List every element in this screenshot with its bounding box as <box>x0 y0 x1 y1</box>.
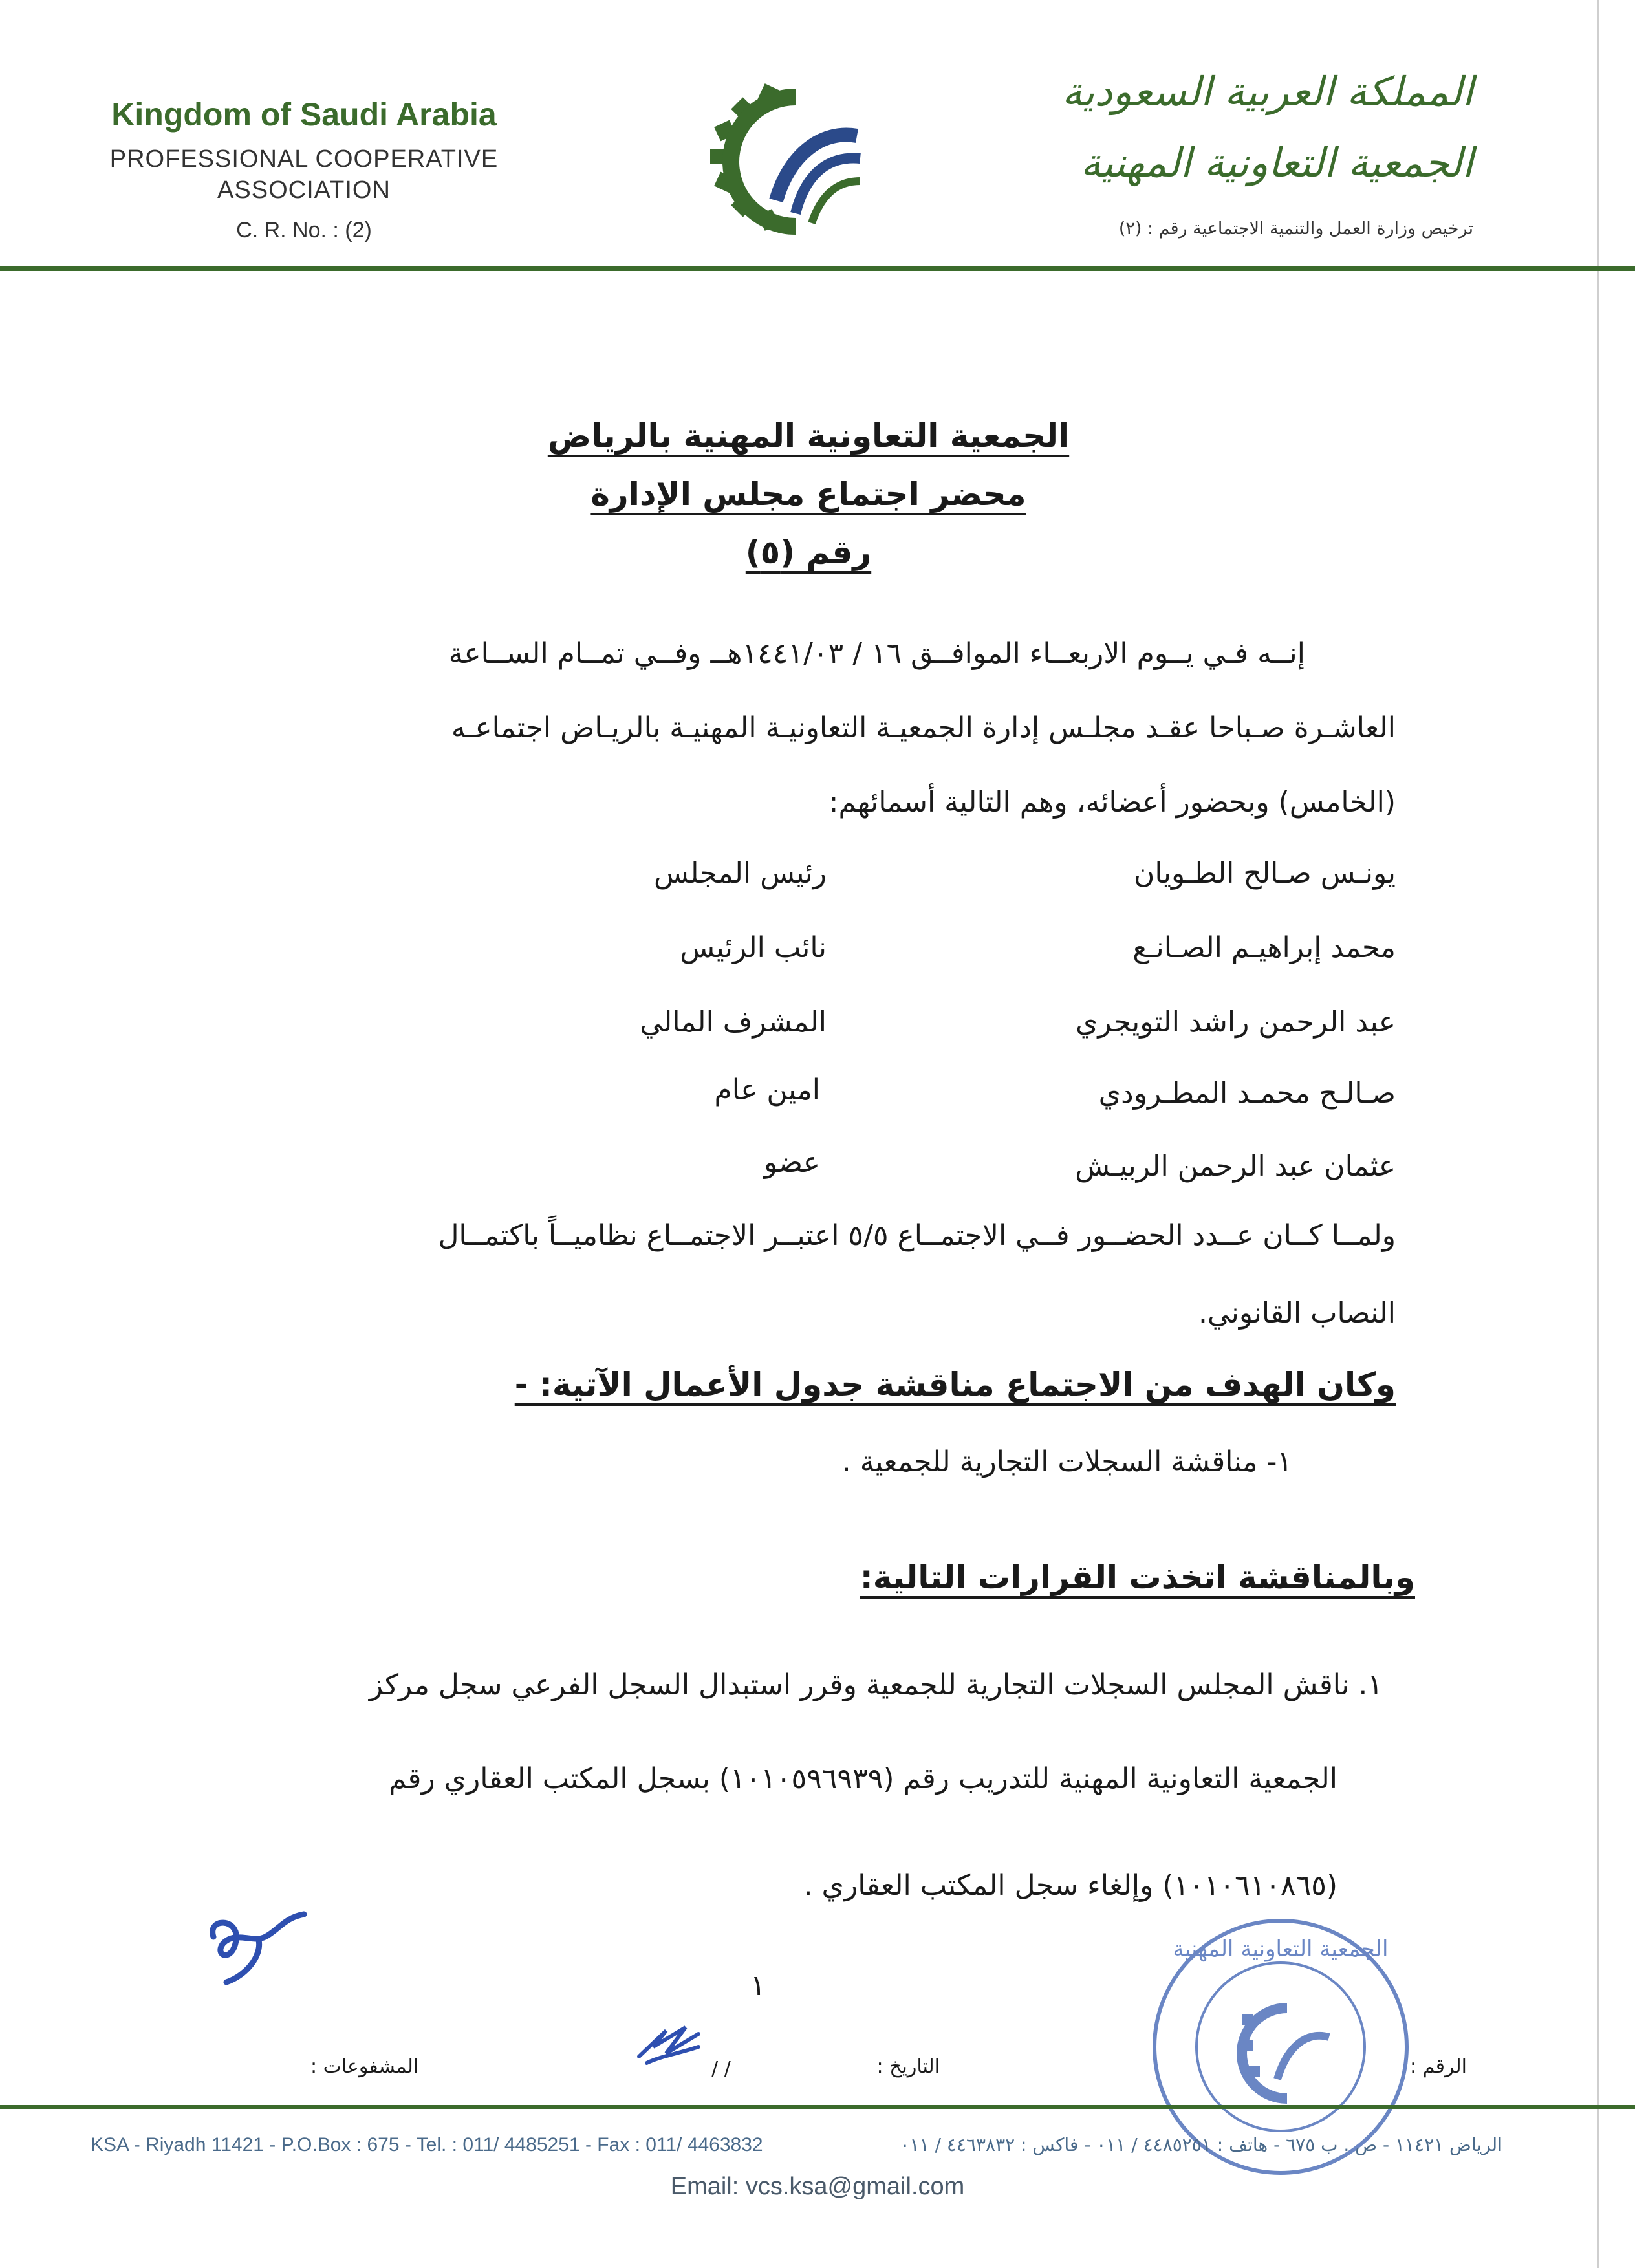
signature-left-mark <box>200 1892 317 1989</box>
header-rule <box>0 266 1635 271</box>
letterhead-ar-title1: المملكة العربية السعودية <box>1061 68 1473 115</box>
footer-address-en: KSA - Riyadh 11421 - P.O.Box : 675 - Tel. : 011/ 4485251 - Fax : 011/ 4463832 <box>91 2134 763 2155</box>
letterhead-en-line2: ASSOCIATION <box>217 177 391 204</box>
footer-email: Email: vcs.ksa@gmail.com <box>670 2173 965 2200</box>
quorum-line-1: ولمــا كــان عــدد الحضــور فــي الاجتمــاع ٥/٥ اعتبــر الاجتمــاع نظاميــاً باكتمــال <box>438 1219 1396 1252</box>
footer-address-ar: الرياض ١١٤٢١ - ص . ب ٦٧٥ - هاتف : ٤٤٨٥٢٥١ / ٠١١ - فاكس : ٤٤٦٣٨٣٢ / ٠١١ <box>900 2134 1502 2155</box>
intro-line-1: إنــه فـي يــوم الاربعــاء الموافــق ١٦ / ١٤٤١/٠٣هــ وفــي تمــام الســاعة <box>448 637 1305 670</box>
member-name-2: محمد إبراهيـم الصـانـع <box>1132 931 1396 964</box>
decision-1-line-1: ١. ناقش المجلس السجلات التجارية للجمعية وقرر استبدال السجل الفرعي سجل مركز <box>369 1669 1383 1701</box>
letterhead-en-line1: PROFESSIONAL COOPERATIVE <box>109 146 499 173</box>
ref-number-label: الرقم : <box>1410 2055 1467 2078</box>
decision-1-line-3: (١٠١٠٦١٠٨٦٥) وإلغاء سجل المكتب العقاري . <box>803 1869 1337 1902</box>
letterhead-cr-number: C. R. No. : (2) <box>236 218 372 243</box>
letterhead-ar-title2: الجمعية التعاونية المهنية <box>1080 139 1473 186</box>
date-slashes: / / <box>711 2058 731 2080</box>
intro-line-2: العاشـرة صـباحا عقـد مجلـس إدارة الجمعيـة التعاونيـة المهنيـة بالريـاض اجتماعـه <box>451 711 1396 744</box>
doc-title-1: الجمعية التعاونية المهنية بالرياض <box>547 417 1070 455</box>
letterhead-license: ترخيص وزارة العمل والتنمية الاجتماعية رقم : (٢) <box>1118 219 1473 239</box>
doc-title-2: محضر اجتماع مجلس الإدارة <box>590 475 1026 513</box>
member-name-3: عبد الرحمن راشد التويجري <box>1075 1006 1396 1039</box>
stamp-text: الجمعية التعاونية المهنية <box>1173 1936 1389 1962</box>
member-role-4: امين عام <box>714 1074 820 1107</box>
quorum-line-2: النصاب القانوني. <box>1198 1297 1396 1330</box>
intro-line-3: (الخامس) وبحضور أعضائه، وهم التالية أسمائهم: <box>828 786 1396 819</box>
decision-1-line-2: الجمعية التعاونية المهنية للتدريب رقم (١٠١٠٥٩٦٩٣٩) بسجل المكتب العقاري رقم <box>389 1762 1337 1795</box>
member-name-5: عثمان عبد الرحمن الربيـش <box>1075 1150 1396 1183</box>
member-role-2: نائب الرئيس <box>680 931 827 964</box>
page-number: ١ <box>750 1969 766 2002</box>
agenda-heading: وكان الهدف من الاجتماع مناقشة جدول الأعمال الآتية: - <box>514 1366 1396 1403</box>
member-role-1: رئيس المجلس <box>654 857 827 890</box>
page-edge <box>1597 0 1599 2268</box>
signature-initials-mark <box>634 2018 705 2069</box>
footer-rule <box>0 2105 1635 2109</box>
attachments-label: المشفوعات : <box>310 2055 419 2078</box>
member-name-1: يونـس صـالح الطـويان <box>1134 857 1396 890</box>
cooperative-gear-arc-logo-icon <box>698 78 867 246</box>
date-label: التاريخ : <box>876 2055 940 2078</box>
decisions-heading: وبالمناقشة اتخذت القرارات التالية: <box>860 1559 1415 1596</box>
member-name-4: صـالـح محمـد المطـرودي <box>1098 1077 1396 1110</box>
doc-title-3: رقم (٥) <box>745 534 872 571</box>
member-role-3: المشرف المالي <box>640 1006 827 1039</box>
member-role-5: عضو <box>763 1146 820 1179</box>
letterhead-en-title: Kingdom of Saudi Arabia <box>111 96 497 133</box>
agenda-item-1: ١- مناقشة السجلات التجارية للجمعية . <box>841 1445 1292 1478</box>
